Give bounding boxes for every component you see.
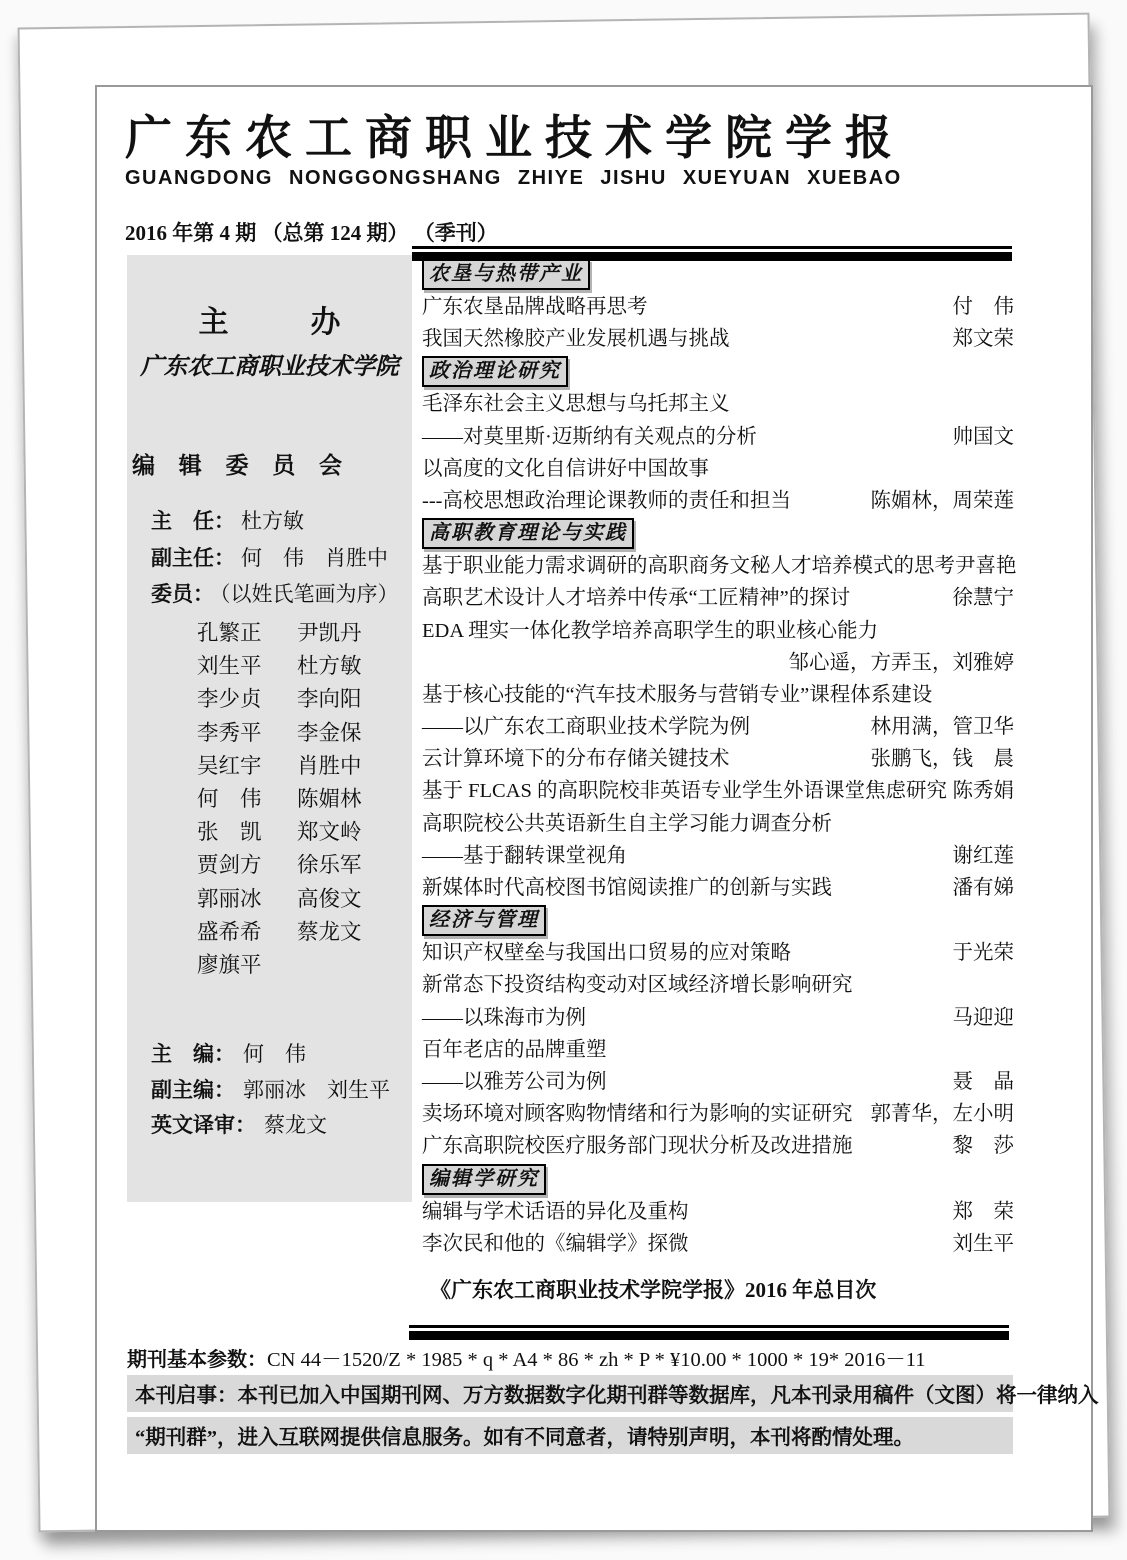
toc-item xyxy=(422,647,1014,679)
toc-item-title: 卖场环境对顾客购物情绪和行为影响的实证研究 xyxy=(422,1103,853,1126)
toc-item-title: 高职艺术设计人才培养中传承“工匠精神”的探讨 xyxy=(422,587,851,610)
member-name: 孔繁正 xyxy=(197,621,262,645)
toc-section-header: 经济与管理 xyxy=(422,905,546,936)
toc-section-header-row xyxy=(422,355,1014,388)
member-name: 李秀平 xyxy=(197,720,262,745)
toc-item xyxy=(422,1196,1014,1228)
toc-section-header-row xyxy=(422,904,1014,937)
journal-subtitle: GUANGDONG NONGGONGSHANG ZHIYE JISHU XUEYUAN XUEBAO xyxy=(125,167,902,189)
member-name: 贾剑方 xyxy=(197,853,262,878)
toc-item-title: 知识产权壁垒与我国出口贸易的应对策略 xyxy=(422,942,791,965)
toc-section-header: 编辑学研究 xyxy=(422,1164,546,1195)
toc-item xyxy=(422,1034,1014,1066)
toc-section-header: 政治理论研究 xyxy=(422,356,568,387)
toc-item-title: 毛泽东社会主义思想与乌托邦主义 xyxy=(422,393,730,416)
toc-item-title: 广东农垦品牌战略再思考 xyxy=(422,296,648,318)
toc-section-header-row xyxy=(422,517,1014,550)
toc-item-title: 我国天然橡胶产业发展机遇与挑战 xyxy=(422,328,730,351)
toc-item xyxy=(422,388,1014,420)
toc-item-authors: 张鹏飞，钱 晨 xyxy=(870,748,1014,771)
committee-member-row xyxy=(197,717,362,750)
row-value: 蔡龙文 xyxy=(264,1113,327,1137)
member-name: 尹凯丹 xyxy=(297,621,362,645)
member-name: 杜方敏 xyxy=(297,654,362,679)
toc-item-authors: 帅国文 xyxy=(952,425,1014,448)
toc-item-title: ——对莫里斯·迈斯纳有关观点的分析 xyxy=(422,425,757,448)
member-name: 廖旗平 xyxy=(197,953,262,978)
toc-item-title: 广东高职院校医疗服务部门现状分析及改进措施 xyxy=(422,1135,853,1158)
toc-item xyxy=(422,937,1014,969)
bottom-double-rule xyxy=(409,1325,1009,1340)
toc-item xyxy=(422,775,1014,807)
sidebar-editors xyxy=(151,1037,390,1144)
toc-footer: 《广东农工商职业技术学院学报》2016 年总目次 xyxy=(430,1277,877,1302)
toc-item xyxy=(422,453,1014,485)
member-name: 郭丽冰 xyxy=(197,886,262,911)
toc-item-title: 高职院校公共英语新生自主学习能力调查分析 xyxy=(422,812,832,835)
label-value-row xyxy=(151,1108,390,1144)
toc-item-authors: 尹喜艳 xyxy=(955,555,1017,578)
member-name: 蔡龙文 xyxy=(297,919,362,944)
toc-section xyxy=(422,517,1017,904)
toc-item-authors: 郑文荣 xyxy=(952,328,1014,351)
toc-item-title: 新媒体时代高校图书馆阅读推广的创新与实践 xyxy=(422,877,832,899)
toc-item xyxy=(422,969,1014,1001)
toc-item-title: 以高度的文化自信讲好中国故事 xyxy=(422,457,709,480)
toc-section xyxy=(422,1163,1014,1260)
toc-item xyxy=(422,711,1014,743)
journal-title: 广东农工商职业技术学院学报 xyxy=(125,111,905,164)
label-value-row xyxy=(151,1037,390,1073)
toc-item-authors: 潘有娣 xyxy=(952,877,1014,899)
toc-section-header: 农垦与热带产业 xyxy=(422,259,590,290)
toc-item-title: ——以广东农工商职业技术学院为例 xyxy=(422,716,750,739)
member-name: 陈媚林 xyxy=(297,787,362,812)
committee-member-row xyxy=(197,883,362,916)
toc-item-authors: 林用满，管卫华 xyxy=(870,716,1014,739)
toc-item-title: 新常态下投资结构变动对区域经济增长影响研究 xyxy=(422,974,853,997)
journal-params-value: CN 44－1520/Z * 1985 * q * A4 * 86 * zh * P * ¥10.00 * 1000 * 19* 2016－11 xyxy=(267,1349,926,1371)
toc-item-authors: 于光荣 xyxy=(952,942,1014,965)
notice-line-2: “期刊群”，进入互联网提供信息服务。如有不同意者，请特别声明，本刊将酌情处理。 xyxy=(127,1417,1013,1454)
toc-item xyxy=(422,485,1014,517)
row-label: 副主任： xyxy=(151,545,235,570)
host-name: 广东农工商职业技术学院 xyxy=(140,354,399,380)
toc-item-title: 基于 FLCAS 的高职院校非英语专业学生外语课堂焦虑研究 xyxy=(422,780,948,803)
member-name: 高俊文 xyxy=(297,886,362,911)
row-label: 主 任： xyxy=(151,509,235,533)
member-name: 肖胜中 xyxy=(297,753,362,778)
host-label: 主 办 xyxy=(198,306,367,339)
member-name: 李金保 xyxy=(297,720,362,745)
label-value-row xyxy=(151,576,399,613)
toc-item xyxy=(422,550,1017,582)
member-name: 徐乐军 xyxy=(297,853,362,878)
toc-item-authors: 邹心遥，方弄玉，刘雅婷 xyxy=(788,651,1014,674)
toc-section xyxy=(422,355,1014,517)
issue-line: 2016 年第 4 期 （总第 124 期） （季刊） xyxy=(125,221,498,245)
toc-item-title: 百年老店的品牌重塑 xyxy=(422,1038,607,1061)
committee-member-row xyxy=(197,849,362,882)
toc-item xyxy=(422,1002,1014,1034)
toc-section xyxy=(422,258,1014,355)
toc-item-authors: 马迎迎 xyxy=(952,1006,1014,1029)
toc-item xyxy=(422,1066,1014,1098)
toc-item-authors: 黎 莎 xyxy=(952,1135,1014,1158)
toc-item xyxy=(422,1098,1014,1130)
toc-item-title: ——基于翻转课堂视角 xyxy=(422,844,627,867)
row-label: 委员： xyxy=(151,582,214,606)
toc-item-authors: 陈秀娟 xyxy=(952,780,1014,803)
sidebar-roles xyxy=(151,503,399,613)
member-name: 郑文岭 xyxy=(297,820,362,845)
member-name: 何 伟 xyxy=(197,787,262,812)
committee-member-row xyxy=(197,949,362,982)
label-value-row xyxy=(151,503,399,540)
toc-item xyxy=(422,323,1014,355)
toc-item-authors: 郑 荣 xyxy=(952,1200,1014,1223)
toc-item xyxy=(422,582,1014,614)
member-name: 吴红宇 xyxy=(197,753,262,778)
member-name: 李向阳 xyxy=(297,687,362,712)
row-value: 何 伟 肖胜中 xyxy=(241,545,388,570)
toc-item-title: 云计算环境下的分布存储关键技术 xyxy=(422,748,730,771)
row-label: 主 编： xyxy=(151,1042,235,1066)
toc-item-title: ——以雅芳公司为例 xyxy=(422,1070,607,1093)
toc-item xyxy=(422,291,1014,323)
row-label: 英文译审： xyxy=(151,1113,256,1137)
member-name: 李少贞 xyxy=(197,687,262,712)
committee-member-row xyxy=(197,750,362,783)
toc-item-title: 李次民和他的《编辑学》探微 xyxy=(422,1232,689,1255)
toc-item-authors: 付 伟 xyxy=(952,296,1014,318)
committee-member-row xyxy=(197,683,362,716)
committee-member-row xyxy=(197,617,362,650)
row-label: 副主编： xyxy=(151,1077,235,1102)
toc-item-title: 编辑与学术话语的异化及重构 xyxy=(422,1200,689,1223)
toc-item-authors: 郭菁华，左小明 xyxy=(870,1103,1014,1126)
toc-section-header: 高职教育理论与实践 xyxy=(422,518,634,549)
toc-item xyxy=(422,1228,1014,1260)
member-name: 盛希希 xyxy=(197,919,262,944)
toc-item-authors: 陈媚林，周荣莲 xyxy=(870,489,1014,512)
toc-item-title: EDA 理实一体化教学培养高职学生的职业核心能力 xyxy=(422,619,879,642)
label-value-row xyxy=(151,1073,390,1109)
row-value: 郭丽冰 刘生平 xyxy=(243,1077,390,1102)
toc-item-authors: 谢红莲 xyxy=(952,844,1014,867)
toc-item xyxy=(422,743,1014,775)
committee-member-row xyxy=(197,783,362,816)
toc-item-authors: 徐慧宁 xyxy=(952,587,1014,610)
row-value: 何 伟 xyxy=(243,1042,306,1066)
toc-item xyxy=(422,615,1014,647)
toc-item-authors: 刘生平 xyxy=(952,1232,1014,1255)
committee-member-row xyxy=(197,916,362,949)
committee-member-row xyxy=(197,816,362,849)
journal-params-label: 期刊基本参数： xyxy=(127,1349,267,1371)
member-name: 刘生平 xyxy=(197,654,262,679)
toc-item xyxy=(422,1130,1014,1162)
row-value: （以姓氏笔画为序） xyxy=(220,582,399,606)
row-value: 杜方敏 xyxy=(241,509,304,533)
toc-item-title: ——以珠海市为例 xyxy=(422,1006,586,1029)
table-of-contents xyxy=(422,258,1017,1304)
label-value-row xyxy=(151,540,399,577)
toc-item-title: 基于职业能力需求调研的高职商务文秘人才培养模式的思考 xyxy=(422,555,955,578)
journal-params xyxy=(127,1342,925,1372)
toc-item-title: ---高校思想政治理论课教师的责任和担当 xyxy=(422,489,791,512)
toc-item xyxy=(422,808,1014,840)
member-name: 张 凯 xyxy=(197,820,262,845)
committee-title: 编 辑 委 员 会 xyxy=(132,453,351,478)
committee-members xyxy=(197,617,362,982)
toc-section-header-row xyxy=(422,1163,1014,1196)
notice-block xyxy=(127,1375,1099,1459)
notice-line-1: 本刊启事：本刊已加入中国期刊网、万方数据数字化期刊群等数据库，凡本刊录用稿件（文图）将一律纳入 xyxy=(127,1375,1013,1412)
page-inner-frame xyxy=(95,85,1099,1532)
toc-item-authors: 聂 晶 xyxy=(952,1070,1014,1093)
committee-member-row xyxy=(197,650,362,683)
toc-section xyxy=(422,904,1014,1162)
toc-section-header-row xyxy=(422,258,1014,291)
toc-item-title: 基于核心技能的“汽车技术服务与营销专业”课程体系建设 xyxy=(422,683,933,706)
toc-item xyxy=(422,679,1014,711)
sidebar xyxy=(127,255,412,1202)
toc-item xyxy=(422,872,1014,904)
toc-item xyxy=(422,421,1014,453)
toc-item xyxy=(422,840,1014,872)
